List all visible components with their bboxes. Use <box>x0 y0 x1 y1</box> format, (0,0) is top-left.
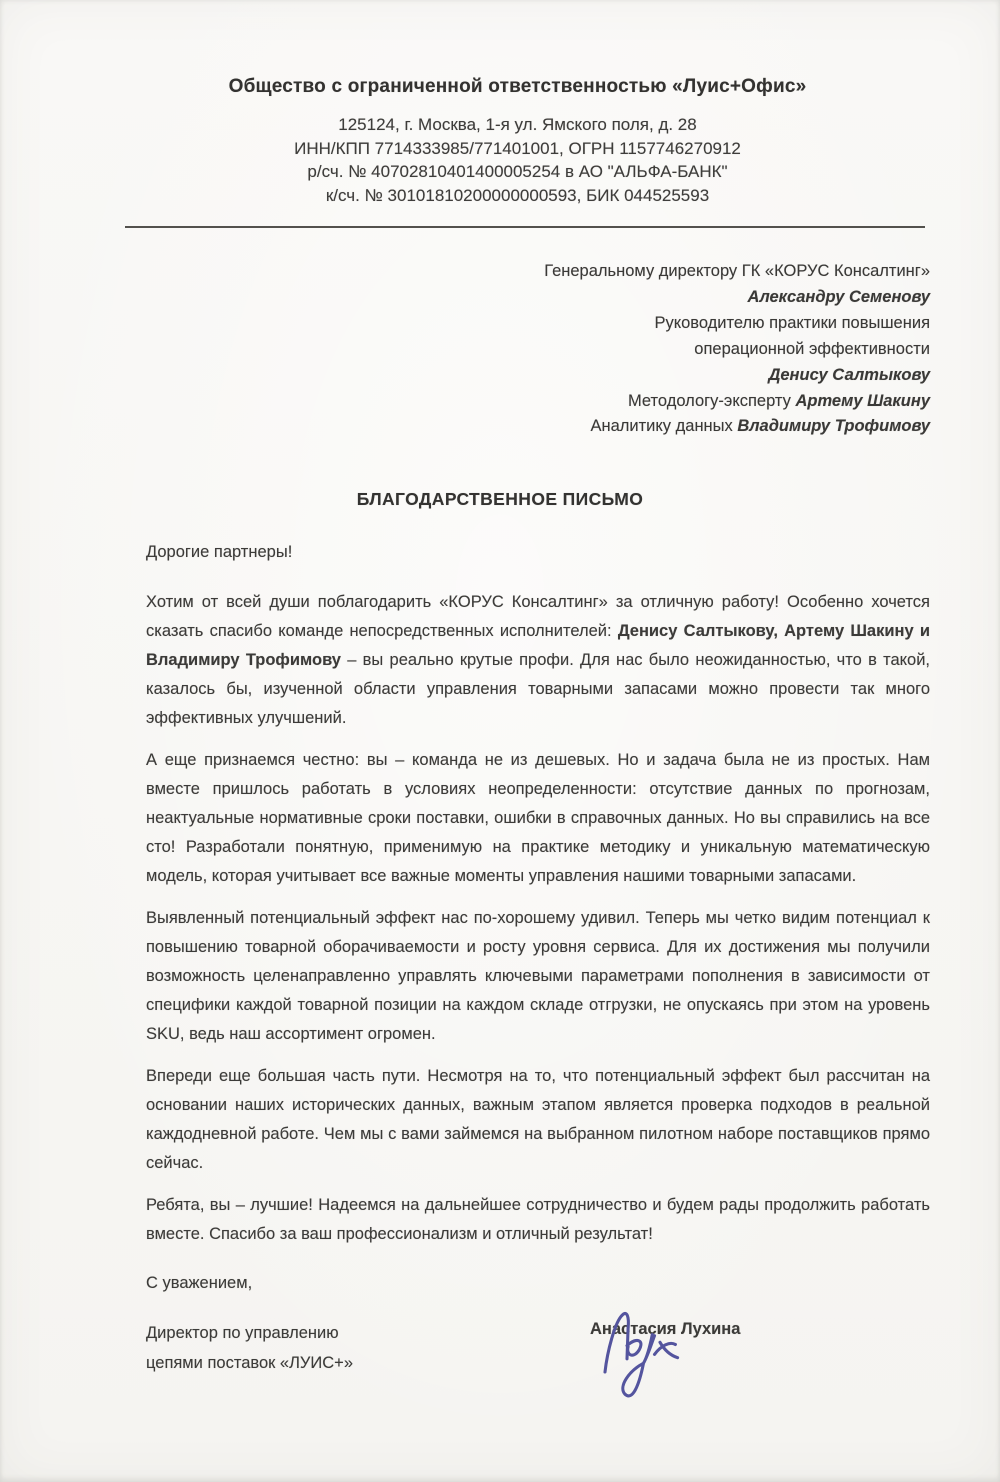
text-segment: Владимиру Трофимову <box>737 417 930 436</box>
paragraph <box>146 1191 930 1249</box>
handwritten-signature <box>476 1318 590 1418</box>
text-segment: А еще признаемся честно: вы – команда не из дешевых. Но и задача была не из простых. Нам вместе пришлось работать в условиях неопределенности: отсутствие данных по прогнозам, неактуальные нормативные сроки поставки, ошибки в справочных данных. Но вы справились на все сто! Разработали понятную, применимую на практике методику и уникальную математическую модель, которая учитывает все важные моменты управления нашими товарными запасами. <box>146 751 930 886</box>
text-segment: Руководителю практики повышения <box>654 313 930 332</box>
recipient-line <box>0 311 930 337</box>
signer-role-line: цепями поставок «ЛУИС+» <box>146 1354 353 1373</box>
company-name: Общество с ограниченной ответственностью «Луис+Офис» <box>228 76 807 97</box>
paragraph <box>146 1062 930 1178</box>
recipient-block <box>0 259 930 440</box>
signature-ink-icon <box>594 1306 704 1416</box>
recipient-line <box>0 363 930 389</box>
closing-line: С уважением, <box>146 1274 253 1293</box>
paragraph <box>146 746 930 891</box>
text-segment: Генеральному директору ГК «КОРУС Консалтинг» <box>544 262 930 280</box>
company-address-line: к/сч. № 30101810200000000593, БИК 044525593 <box>325 185 710 205</box>
letter-body-column <box>146 538 930 1298</box>
paragraph <box>146 904 930 1049</box>
text-segment: Методологу-эксперту <box>627 391 796 410</box>
signature-stroke <box>627 1341 641 1356</box>
paragraph <box>146 588 930 733</box>
salutation: Дорогие партнеры! <box>146 543 293 562</box>
recipient-line <box>0 259 930 285</box>
recipient-line <box>0 414 930 440</box>
text-segment: Аналитику данных <box>590 417 738 436</box>
signer-role-line: Директор по управлению <box>146 1324 339 1343</box>
letterhead-separator-rule <box>125 226 925 228</box>
company-address-line: ИНН/КПП 7714333985/771401001, ОГРН 1157746270912 <box>294 138 741 158</box>
recipient-line <box>0 337 930 363</box>
text-segment: Ребята, вы – лучшие! Надеемся на дальнейшее сотрудничество и будем рады продолжить работать вместе. Спасибо за ваш профессионализм и отличный результат! <box>146 1196 930 1244</box>
recipient-line <box>0 285 930 311</box>
recipient-line <box>0 389 930 415</box>
signature-stroke <box>605 1314 628 1373</box>
text-segment: Денису Салтыкову, Артему Шакину и Владимиру Трофимову <box>146 622 930 670</box>
company-address-line: р/сч. № 40702810401400005254 в АО "АЛЬФА-БАНК" <box>307 162 728 181</box>
text-segment: операционной эффективности <box>694 339 930 358</box>
signer-name: Анастасия Лухина <box>590 1320 741 1339</box>
text-segment: Артему Шакину <box>795 391 930 410</box>
text-segment: Хотим от всей души поблагодарить «КОРУС Консалтинг» за отличную работу! Особенно хочется сказать спасибо команде непосредственных исполнителей: <box>146 593 930 641</box>
letterhead <box>115 0 920 207</box>
signer-role <box>146 1318 476 1378</box>
text-segment: – вы реально крутые профи. Для нас было неожиданностью, что в такой, казалось бы, изученной области управления товарными запасами можно провести так много эффективных улучшений. <box>146 651 931 728</box>
text-segment: Александру Семенову <box>747 287 930 306</box>
signature-block <box>146 1318 930 1418</box>
letter-title: БЛАГОДАРСТВЕННОЕ ПИСЬМО <box>356 489 644 510</box>
signature-stroke <box>655 1343 678 1358</box>
text-segment: Впереди еще большая часть пути. Несмотря на то, что потенциальный эффект был рассчитан на основании наших исторических данных, важным этапом является проверка подходов в реальной каждодневной работе. Чем мы с вами займемся на выбранном пилотном наборе поставщиков прямо сейчас. <box>146 1067 930 1173</box>
text-segment: Денису Салтыкову <box>768 365 930 384</box>
letter-body <box>146 588 930 1249</box>
text-segment: Выявленный потенциальный эффект нас по-хорошему удивил. Теперь мы четко видим потенциал к повышению товарной оборачиваемости и росту уровня сервиса. Для их достижения мы получили возможность целенаправленно управлять ключевыми параметрами пополнения в зависимости от специфики каждой товарной позиции на каждом складе отгрузки, не опускаясь при этом на уровень SKU, ведь наш ассортимент огромен. <box>146 909 930 1044</box>
company-address <box>115 113 920 207</box>
company-address-line: 125124, г. Москва, 1-я ул. Ямского поля, д. 28 <box>338 115 697 134</box>
